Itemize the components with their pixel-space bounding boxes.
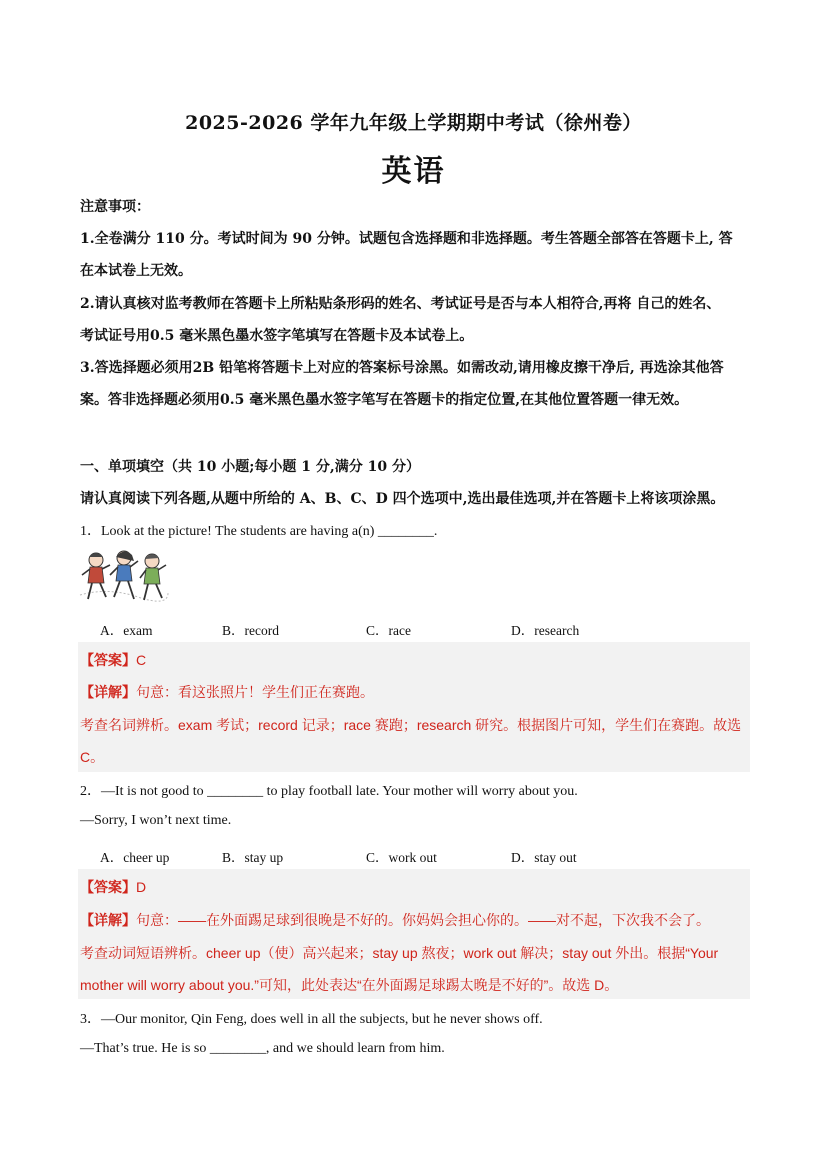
q1-answer-box	[78, 642, 750, 772]
q2-option-b: B．stay up	[222, 850, 284, 865]
q2-detail-line: 考查动词短语辨析。cheer up（使）高兴起来；stay up 熬夜；work out 解决；stay out 外出。根据“Your	[80, 945, 719, 961]
notice-line: 案。答非选择题必须用0.5 毫米黑色墨水签字笔写在答题卡的指定位置,在其他位置答题一律无效。	[80, 392, 689, 408]
q2-detail	[80, 910, 710, 930]
notice-line: 1.全卷满分 110 分。考试时间为 90 分钟。试题包含选择题和非选择题。考生答题全部答在答题卡上, 答	[80, 231, 733, 247]
notice-heading: 注意事项：	[80, 199, 150, 215]
detail-tag: 【详解】	[80, 684, 136, 700]
q1-option-d: D．research	[511, 623, 580, 638]
q1-detail-line: 考查名词辨析。exam 考试；record 记录；race 赛跑；research 研究。根据图片可知，学生们在赛跑。故选	[80, 717, 742, 733]
answer-value: D	[136, 879, 147, 895]
section-heading: 一、单项填空（共 10 小题;每小题 1 分,满分 10 分）	[80, 459, 420, 475]
q1-option-a: A．exam	[100, 623, 153, 638]
detail-text: 句意：看这张照片！学生们正在赛跑。	[136, 684, 374, 700]
q1-answer	[80, 650, 146, 670]
answer-tag: 【答案】	[80, 879, 136, 895]
q1-option-b: B．record	[222, 623, 279, 638]
answer-tag: 【答案】	[80, 652, 136, 668]
q2-detail-line: mother will worry about you.”可知，此处表达“在外面踢足球踢太晚是不好的”。故选 D。	[80, 977, 619, 993]
q1-detail-line: C。	[80, 749, 105, 765]
running-students-image	[78, 545, 170, 607]
detail-tag: 【详解】	[80, 912, 136, 928]
answer-value: C	[136, 652, 147, 668]
detail-text: 句意：——在外面踢足球到很晚是不好的。你妈妈会担心你的。——对不起，下次我不会了。	[136, 912, 710, 928]
q2-option-d: D．stay out	[511, 850, 577, 865]
q2-option-a: A．cheer up	[100, 850, 170, 865]
question-3-stem: 3．—Our monitor, Qin Feng, does well in all the subjects, but he never shows off.	[80, 1012, 543, 1027]
notice-line: 2.请认真核对监考教师在答题卡上所粘贴条形码的姓名、考试证号是否与本人相符合,再将 自己的姓名、	[80, 296, 721, 312]
exam-title: 2025-2026 学年九年级上学期期中考试（徐州卷）	[185, 112, 642, 134]
notice-line: 在本试卷上无效。	[80, 263, 192, 279]
q2-answer	[80, 877, 146, 897]
q2-option-c: C．work out	[366, 850, 437, 865]
q1-option-c: C．race	[366, 623, 411, 638]
q1-detail	[80, 682, 374, 702]
section-instruction: 请认真阅读下列各题,从题中所给的 A、B、C、D 四个选项中,选出最佳选项,并在答题卡上将该项涂黑。	[80, 491, 725, 507]
subject-title: 英语	[381, 154, 446, 189]
question-1-stem: 1．Look at the picture! The students are having a(n) ________.	[80, 524, 438, 539]
notice-line: 3.答选择题必须用2B 铅笔将答题卡上对应的答案标号涂黑。如需改动,请用橡皮擦干净后, 再选涂其他答	[80, 360, 724, 376]
question-3-reply: —That’s true. He is so ________, and we should learn from him.	[80, 1041, 445, 1056]
notice-line: 考试证号用0.5 毫米黑色墨水签字笔填写在答题卡及本试卷上。	[80, 328, 474, 344]
question-2-stem: 2．—It is not good to ________ to play football late. Your mother will worry about you.	[80, 784, 578, 799]
question-2-reply: —Sorry, I won’t next time.	[80, 813, 232, 828]
